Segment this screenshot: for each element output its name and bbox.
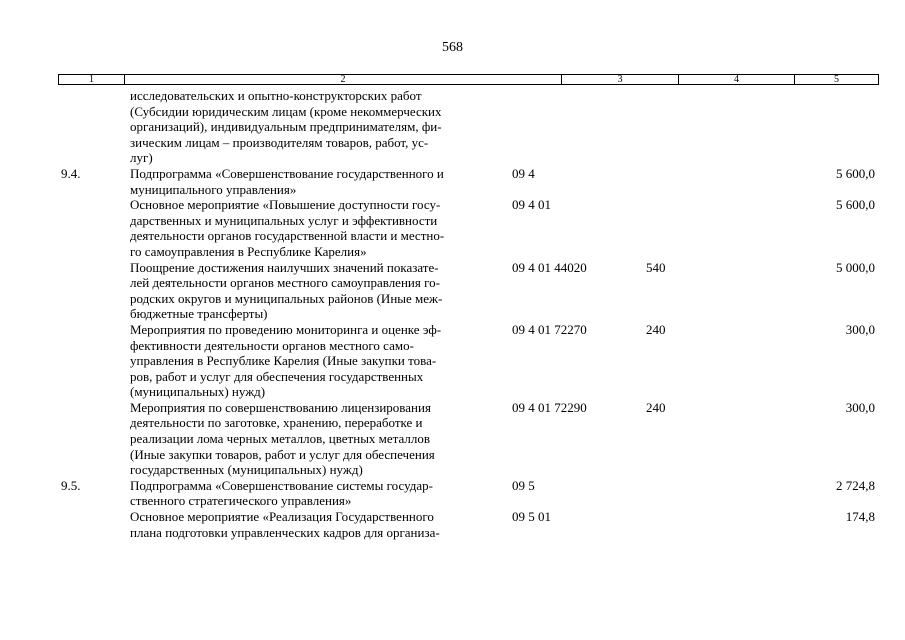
row-name-line: лей деятельности органов местного самоуправления го-	[130, 275, 440, 291]
table-row	[58, 322, 879, 400]
row-name-line: (муниципальных) нужд)	[130, 384, 266, 400]
row-name-line: деятельности органов государственной власти и местно-	[130, 228, 445, 244]
table-row	[58, 88, 879, 166]
row-code: 09 5 01	[512, 509, 551, 525]
table-row	[58, 400, 879, 478]
table-row	[58, 260, 879, 322]
row-name-line: дарственных и муниципальных услуг и эффективности	[130, 212, 438, 228]
row-name-line: (Иные закупки товаров, работ и услуг для обеспечения	[130, 446, 435, 462]
header-col-3: 3	[561, 75, 678, 84]
table-row	[58, 197, 879, 259]
row-code: 09 4 01 44020	[512, 259, 587, 275]
header-col-4: 4	[678, 75, 794, 84]
row-name-line: Основное мероприятие «Повышение доступности госу-	[130, 197, 441, 213]
row-type: 240	[646, 399, 666, 415]
row-type: 240	[646, 321, 666, 337]
row-name	[130, 260, 508, 322]
row-name-line: деятельности по заготовке, хранению, переработке и	[130, 415, 423, 431]
row-name-line: управления в Республике Карелия (Иные закупки това-	[130, 353, 437, 369]
page-number: 568	[442, 40, 463, 55]
row-name-line: луг)	[130, 150, 153, 166]
row-name-line: ров, работ и услуг для обеспечения государственных	[130, 368, 424, 384]
row-code: 09 4 01 72270	[512, 321, 587, 337]
row-number: 9.4.	[61, 165, 81, 181]
row-sum: 300,0	[845, 321, 875, 337]
row-name	[130, 88, 508, 166]
row-name	[130, 400, 508, 478]
row-sum: 2 724,8	[836, 477, 875, 493]
row-name-line: организаций), индивидуальным предпринимателям, фи-	[130, 119, 442, 135]
row-code: 09 5	[512, 477, 535, 493]
table-header	[58, 74, 879, 85]
row-name-line: Основное мероприятие «Реализация Государственного	[130, 509, 434, 525]
row-name-line: Подпрограмма «Совершенствование системы государ-	[130, 477, 433, 493]
row-sum: 5 000,0	[836, 259, 875, 275]
row-code: 09 4 01	[512, 197, 551, 213]
row-number: 9.5.	[61, 477, 81, 493]
row-name-line: Подпрограмма «Совершенствование государственного и	[130, 165, 444, 181]
table-row	[58, 166, 879, 197]
row-sum: 174,8	[845, 509, 875, 525]
row-sum: 5 600,0	[836, 197, 875, 213]
budget-table	[58, 88, 879, 540]
row-name-line: муниципального управления»	[130, 181, 297, 197]
table-row	[58, 478, 879, 509]
row-name-line: родских округов и муниципальных районов (Иные меж-	[130, 290, 443, 306]
row-name-line: реализации лома черных металлов, цветных металлов	[130, 431, 431, 447]
row-type: 540	[646, 259, 666, 275]
row-name-line: ственного стратегического управления»	[130, 493, 352, 509]
row-name-line: фективности деятельности органов местного само-	[130, 337, 414, 353]
row-name-line: Мероприятия по проведению мониторинга и оценке эф-	[130, 321, 442, 337]
table-row	[58, 509, 879, 540]
row-name-line: бюджетные трансферты)	[130, 306, 268, 322]
row-sum: 300,0	[845, 399, 875, 415]
row-name	[130, 197, 508, 259]
row-name	[130, 509, 508, 540]
row-name	[130, 478, 508, 509]
header-col-5: 5	[794, 75, 878, 84]
row-name-line: плана подготовки управленческих кадров для организа-	[130, 524, 440, 540]
header-col-2: 2	[124, 75, 561, 84]
row-name	[130, 166, 508, 197]
row-code: 09 4	[512, 165, 535, 181]
row-code: 09 4 01 72290	[512, 399, 587, 415]
row-sum: 5 600,0	[836, 165, 875, 181]
row-name	[130, 322, 508, 400]
row-name-line: го самоуправления в Республике Карелия»	[130, 243, 367, 259]
row-name-line: Мероприятия по совершенствованию лицензирования	[130, 399, 431, 415]
row-name-line: зическим лицам – производителям товаров, работ, ус-	[130, 134, 429, 150]
header-col-1: 1	[89, 74, 94, 85]
row-name-line: (Субсидии юридическим лицам (кроме некоммерческих	[130, 103, 442, 119]
row-name-line: Поощрение достижения наилучших значений показате-	[130, 259, 439, 275]
row-name-line: исследовательских и опытно-конструкторских работ	[130, 88, 422, 103]
row-name-line: государственных (муниципальных) нужд)	[130, 462, 363, 478]
